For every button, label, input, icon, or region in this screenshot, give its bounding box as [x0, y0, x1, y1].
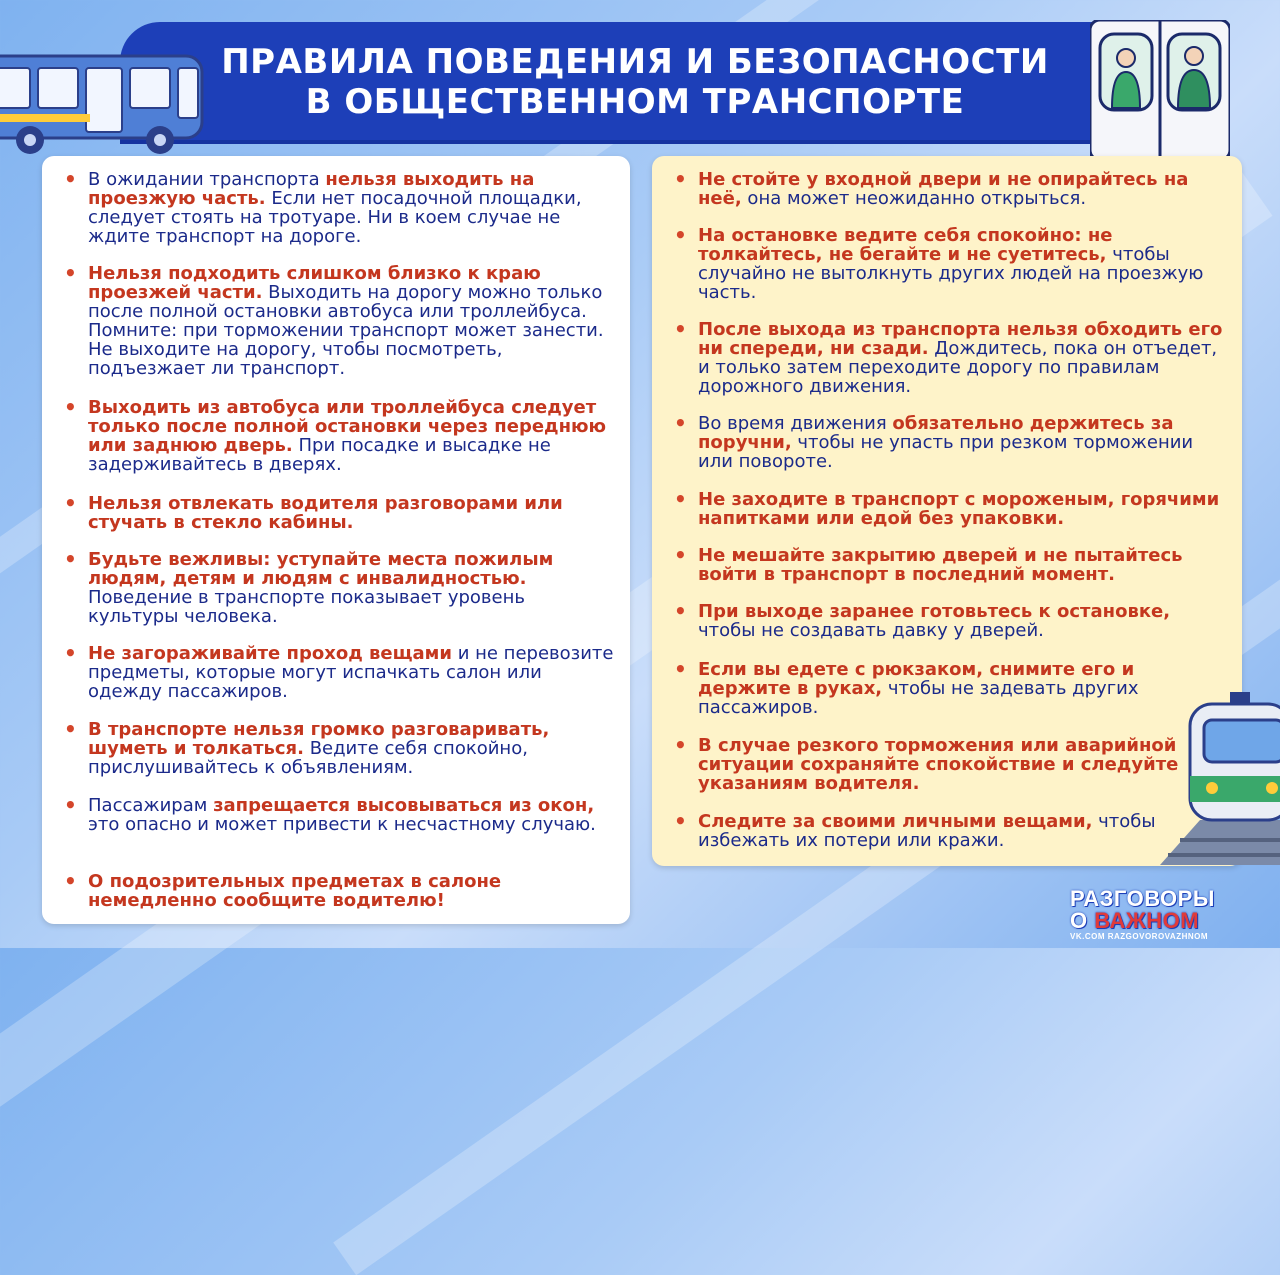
rule-highlight-text: Нельзя подходить слишком близко к краю проезжей части. — [88, 263, 541, 303]
rule-highlight-text: Не мешайте закрытию дверей и не пытайтесь войти в транспорт в последний момент. — [698, 545, 1183, 585]
bullet-icon: • — [674, 599, 687, 623]
bullet-icon: • — [64, 395, 77, 419]
rule-text: это опасно и может привести к несчастному случаю. — [88, 814, 596, 835]
bullet-icon: • — [64, 717, 77, 741]
logo-line-2 — [1070, 910, 1230, 932]
rule-highlight-text: Не заходите в транспорт с мороженым, горячими напитками или едой без упаковки. — [698, 489, 1220, 529]
rule-text: чтобы не упасть при резком торможении или повороте. — [698, 432, 1194, 472]
rule-item — [674, 317, 1228, 397]
rule-text: и не перевозите предметы, которые могут испачкать салон или одежду пассажиров. — [88, 643, 614, 702]
rule-text: чтобы не задевать других пассажиров. — [698, 678, 1139, 718]
rule-highlight-text: Не загораживайте проход вещами — [88, 643, 452, 664]
title-line-1: ПРАВИЛА ПОВЕДЕНИЯ И БЕЗОПАСНОСТИ — [221, 42, 1049, 82]
rule-text: чтобы случайно не вытолкнуть других людей на проезжую часть. — [698, 244, 1204, 303]
page-title — [180, 42, 1090, 122]
rule-highlight-text: Выходить из автобуса или троллейбуса следует только после полной остановки через переднюю или заднюю дверь. — [88, 397, 607, 456]
rule-text: Дождитесь, пока он отъедет, и только затем переходите дорогу по правилам дорожного движения. — [698, 338, 1218, 397]
razgovory-logo — [1070, 888, 1230, 942]
bullet-icon: • — [674, 657, 687, 681]
rule-text: Ведите себя спокойно, прислушивайтесь к объявлениям. — [88, 738, 528, 778]
rule-highlight-text: Если вы едете с рюкзаком, снимите его и держите в руках, — [698, 659, 1135, 699]
rule-text: Если нет посадочной площадки, следует стоять на тротуаре. Ни в коем случае не ждите транспорт на дороге. — [88, 188, 582, 247]
rule-item — [64, 491, 616, 533]
rule-item — [674, 543, 1228, 585]
logo-line-2b: ВАЖНОМ — [1094, 908, 1200, 933]
rule-item — [674, 657, 1228, 718]
bullet-icon: • — [64, 793, 77, 817]
rule-highlight-text: нельзя выходить на проезжую часть. — [88, 169, 535, 209]
rule-highlight-text: Следите за своими личными вещами, — [698, 811, 1093, 832]
rule-highlight-text: В случае резкого торможения или аварийной ситуации сохраняйте спокойствие и следуйте указаниям водителя. — [698, 735, 1179, 794]
rule-highlight-text: Будьте вежливы: уступайте места пожилым людям, детям и людям с инвалидностью. — [88, 549, 554, 589]
logo-line-1: РАЗГОВОРЫ — [1070, 886, 1215, 911]
bullet-icon: • — [674, 809, 687, 833]
bullet-icon: • — [674, 317, 687, 341]
bullet-icon: • — [64, 491, 77, 515]
rule-item — [64, 793, 616, 835]
bullet-icon: • — [64, 641, 77, 665]
rule-item — [64, 869, 616, 911]
rule-item — [64, 641, 616, 702]
bullet-icon: • — [674, 167, 687, 191]
rule-item — [674, 599, 1228, 641]
rule-highlight-text: О подозрительных предметах в салоне немедленно сообщите водителю! — [88, 871, 502, 911]
rule-highlight-text: Не стойте у входной двери и не опирайтесь на неё, — [698, 169, 1189, 209]
rule-highlight-text: На остановке ведите себя спокойно: не толкайтесь, не бегайте и не суетитесь, — [698, 225, 1113, 265]
logo-url: VK.COM RAZGOVOROVAZHNOM — [1070, 932, 1209, 941]
train-icon — [1160, 690, 1280, 865]
rule-text: Поведение в транспорте показывает уровень культуры человека. — [88, 587, 525, 627]
rule-highlight-text: При выходе заранее готовьтесь к остановке, — [698, 601, 1171, 622]
rule-text: Выходить на дорогу можно только после полной остановки автобуса или троллейбуса. Помните: при торможении транспорт может занести. Не выходите на дорогу, чтобы посмотреть, подъезжает ли транспорт. — [88, 282, 604, 379]
bullet-icon: • — [64, 261, 77, 285]
title-line-2: В ОБЩЕСТВЕННОМ ТРАНСПОРТЕ — [305, 82, 965, 122]
rule-item — [674, 223, 1228, 303]
bullet-icon: • — [64, 167, 77, 191]
bullet-icon: • — [674, 223, 687, 247]
rule-highlight-text: обязательно держитесь за поручни, — [698, 413, 1174, 453]
rule-highlight-text: Нельзя отвлекать водителя разговорами или стучать в стекло кабины. — [88, 493, 563, 533]
rule-text: Во время движения — [698, 413, 893, 434]
bullet-icon: • — [674, 411, 687, 435]
bus-icon — [0, 48, 210, 158]
rule-highlight-text: В транспорте нельзя громко разговаривать, шуметь и толкаться. — [88, 719, 550, 759]
rule-item — [64, 261, 616, 379]
left-rules-panel — [42, 156, 630, 924]
rule-text: она может неожиданно открыться. — [741, 188, 1087, 209]
rule-item — [64, 547, 616, 627]
logo-line-2a: О — [1070, 908, 1095, 933]
rule-text: чтобы не создавать давку у дверей. — [698, 620, 1044, 641]
bullet-icon: • — [674, 543, 687, 567]
bullet-icon: • — [674, 733, 687, 757]
rule-item — [674, 487, 1228, 529]
bullet-icon: • — [64, 547, 77, 571]
rule-item — [64, 717, 616, 778]
rule-highlight-text: запрещается высовываться из окон, — [213, 795, 595, 816]
right-rules-panel — [652, 156, 1242, 866]
bullet-icon: • — [64, 869, 77, 893]
rule-text: Пассажирам — [88, 795, 214, 816]
rule-item — [674, 167, 1228, 209]
rule-item — [674, 809, 1228, 851]
rule-item — [64, 395, 616, 475]
rule-highlight-text: После выхода из транспорта нельзя обходить его ни спереди, ни сзади. — [698, 319, 1223, 359]
rule-text: чтобы избежать их потери или кражи. — [698, 811, 1156, 851]
metro-doors-icon — [1090, 20, 1230, 160]
rule-text: В ожидании транспорта — [88, 169, 326, 190]
rule-item — [674, 411, 1228, 472]
rule-text: При посадке и высадке не задерживайтесь в дверях. — [88, 435, 551, 475]
bullet-icon: • — [674, 487, 687, 511]
rule-item — [674, 733, 1228, 794]
rule-item — [64, 167, 616, 247]
